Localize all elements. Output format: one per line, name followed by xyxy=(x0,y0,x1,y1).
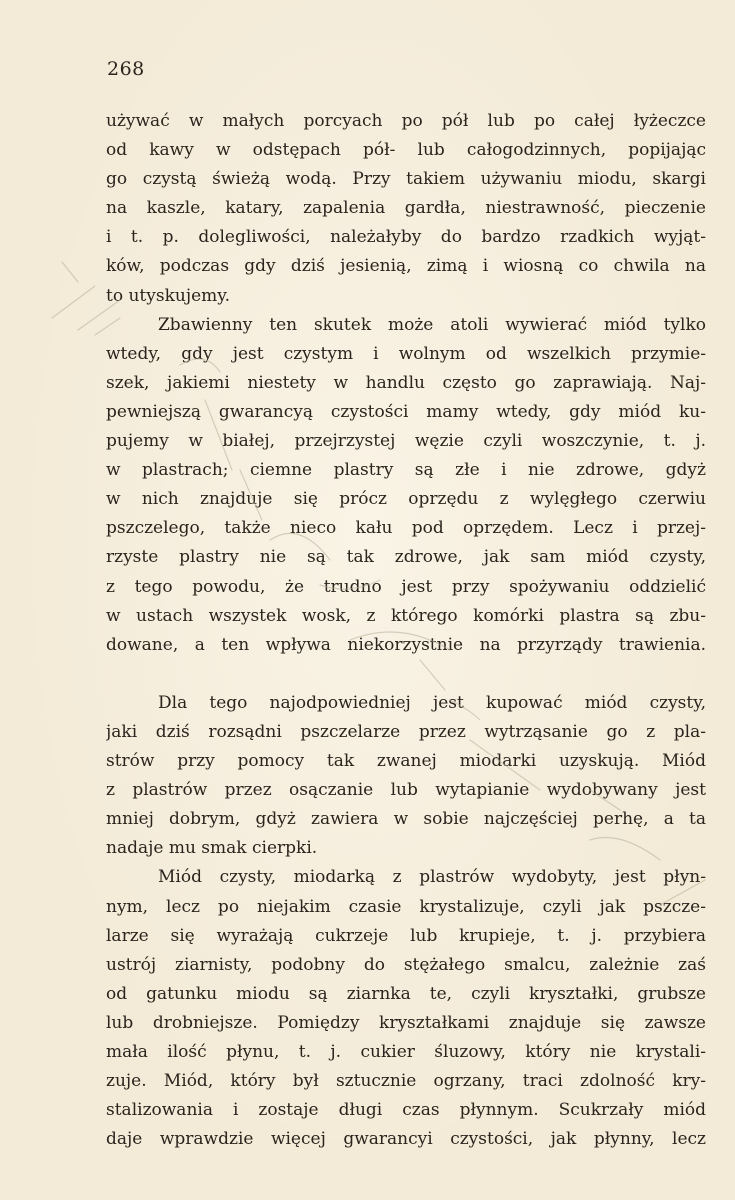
text-line: od gatunku miodu są ziarnka te, czyli kryształki, grubsze xyxy=(106,983,706,1004)
text-line: używać w małych porcyach po pół lub po całej łyżeczce xyxy=(106,111,706,131)
text-line: pszczelego, także nieco kału pod oprzędem. Lecz i przej- xyxy=(106,518,706,539)
text-line xyxy=(106,660,706,689)
paragraph xyxy=(106,689,706,864)
text-line: Zbawienny ten skutek może atoli wywierać miód tylko xyxy=(158,314,706,335)
text-line: pewniejszą gwarancyą czystości mamy wtedy, gdy miód ku- xyxy=(106,401,706,422)
text-line: z tego powodu, że trudno jest przy spożywaniu oddzielić xyxy=(106,576,706,597)
text-line: Miód czysty, miodarką z plastrów wydobyty, jest płyn- xyxy=(158,867,706,888)
text-line: to utyskujemy. xyxy=(106,285,231,306)
text-line: na kaszle, katary, zapalenia gardła, niestrawność, pieczenie xyxy=(106,198,706,219)
text-line: mała ilość płynu, t. j. cukier śluzowy, który nie krystali- xyxy=(106,1042,706,1062)
text-line: i t. p. dolegliwości, należałyby do bardzo rzadkich wyjąt- xyxy=(106,227,706,248)
text-line: ustrój ziarnisty, podobny do stężałego smalcu, zależnie zaś xyxy=(106,954,706,975)
paragraph xyxy=(106,863,706,1154)
paragraph xyxy=(106,107,706,311)
text-line: wtedy, gdy jest czystym i wolnym od wszelkich przymie- xyxy=(106,343,706,364)
text-line: nadaje mu smak cierpki. xyxy=(106,838,318,859)
text-line: jaki dziś rozsądni pszczelarze przez wytrząsanie go z pla- xyxy=(106,721,706,742)
text-line: larze się wyrażają cukrzeje lub krupieje, t. j. przybiera xyxy=(106,925,706,946)
text-line: od kawy w odstępach pół- lub całogodzinnych, popijając xyxy=(106,140,706,161)
text-line: rzyste plastry nie są tak zdrowe, jak sam miód czysty, xyxy=(106,547,706,568)
text-line: nym, lecz po niejakim czasie krystalizuje, czyli jak pszcze- xyxy=(106,896,706,917)
text-line: zuje. Miód, który był sztucznie ogrzany, traci zdolność kry- xyxy=(106,1071,706,1092)
text-line: daje wprawdzie więcej gwarancyi czystości, jak płynny, lecz xyxy=(106,1129,706,1150)
text-line: mniej dobrym, gdyż zawiera w sobie najczęściej perhę, a ta xyxy=(106,809,706,830)
text-line: strów przy pomocy tak zwanej miodarki uzyskują. Miód xyxy=(106,751,706,772)
text-line: szek, jakiemi niestety w handlu często go zaprawiają. Naj- xyxy=(106,372,706,393)
text-line: dowane, a ten wpływa niekorzystnie na przyrządy trawienia. xyxy=(106,634,706,655)
text-line: w plastrach; ciemne plastry są złe i nie zdrowe, gdyż xyxy=(106,460,706,481)
text-line: z plastrów przez osączanie lub wytapianie wydobywany jest xyxy=(106,780,706,801)
text-line: Dla tego najodpowiedniej jest kupować miód czysty, xyxy=(158,692,706,713)
text-line: pujemy w białej, przejrzystej węzie czyli woszczynie, t. j. xyxy=(106,431,706,452)
body-text xyxy=(106,107,706,1154)
text-line: ków, podczas gdy dziś jesienią, zimą i wiosną co chwila na xyxy=(106,256,706,277)
text-line: w nich znajduje się prócz oprzędu z wylęgłego czerwiu xyxy=(106,489,706,510)
text-line: lub drobniejsze. Pomiędzy kryształkami znajduje się zawsze xyxy=(106,1012,706,1033)
text-line: w ustach wszystek wosk, z którego komórki plastra są zbu- xyxy=(106,605,706,626)
text-line: stalizowania i zostaje długi czas płynnym. Scukrzały miód xyxy=(106,1100,706,1121)
page-number: 268 xyxy=(107,58,145,80)
text-line: go czystą świeżą wodą. Przy takiem używaniu miodu, skargi xyxy=(106,169,706,190)
paragraph xyxy=(106,311,706,689)
